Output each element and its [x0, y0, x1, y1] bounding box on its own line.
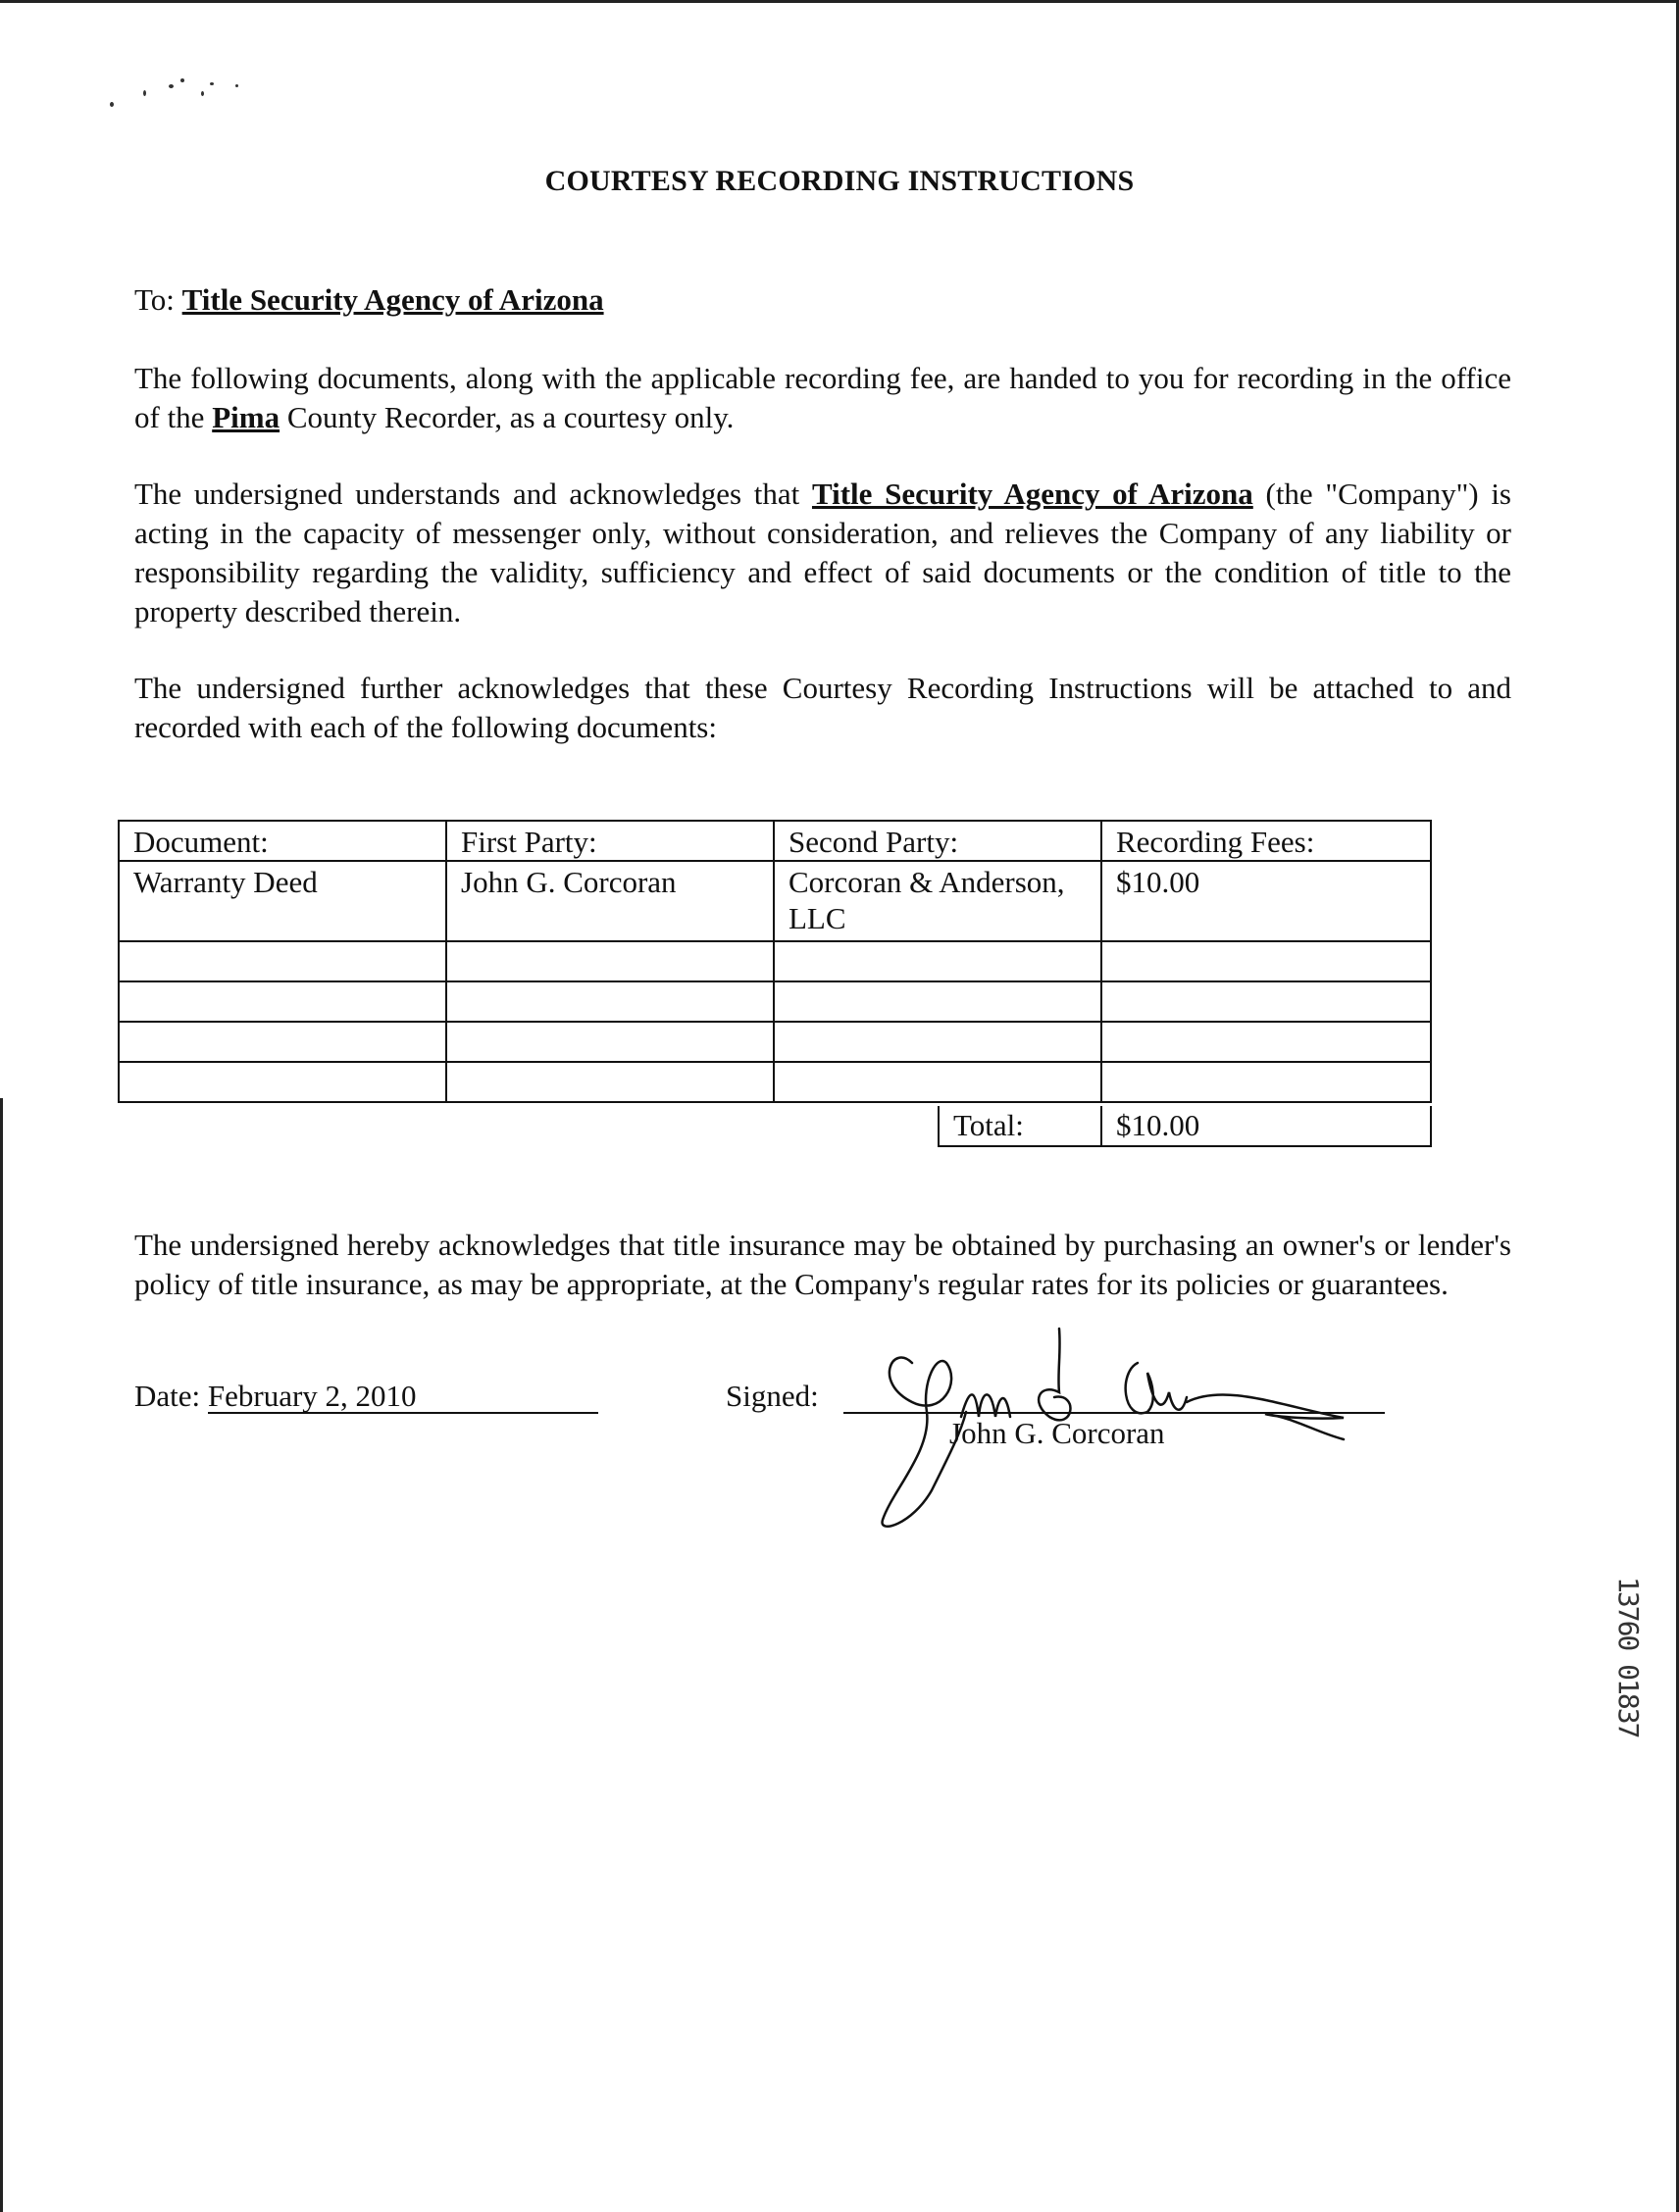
cell-first-party — [446, 1062, 774, 1102]
documents-table — [118, 820, 1432, 1103]
total-value: $10.00 — [1116, 1108, 1200, 1142]
scan-border-left — [0, 1098, 3, 2212]
cell-recording-fee — [1101, 941, 1431, 981]
cell-first-party: John G. Corcoran — [446, 861, 774, 941]
para2-company: Title Security Agency of Arizona — [811, 477, 1253, 511]
cell-document — [119, 1022, 446, 1062]
county-name: Pima — [212, 400, 280, 434]
cell-recording-fee: $10.00 — [1101, 861, 1431, 941]
total-row — [938, 1106, 1432, 1147]
cell-second-party — [774, 981, 1101, 1022]
cell-recording-fee — [1101, 1022, 1431, 1062]
table-row — [119, 1022, 1431, 1062]
cell-document — [119, 981, 446, 1022]
para2-text-a: The undersigned understands and acknowledges that — [134, 477, 812, 511]
header-recording-fees: Recording Fees: — [1101, 821, 1431, 861]
table-header-row — [119, 821, 1431, 861]
cell-first-party — [446, 1022, 774, 1062]
cell-second-party — [774, 941, 1101, 981]
table-row — [119, 981, 1431, 1022]
para2-text-b: (the "Company") is acting in the capacity of messenger only, without consideration, and relieves the Company of any liability or responsibility regarding the validity, sufficiency and effect of said documents or the condition of title to the property described therein. — [134, 477, 1511, 628]
cell-recording-fee — [1101, 1062, 1431, 1102]
cell-document: Warranty Deed — [119, 861, 446, 941]
cell-first-party — [446, 941, 774, 981]
page-title: COURTESY RECORDING INSTRUCTIONS — [544, 165, 1135, 197]
handwritten-signature — [853, 1324, 1363, 1530]
para1-text-b: County Recorder, as a courtesy only. — [280, 400, 735, 434]
cell-second-party — [774, 1062, 1101, 1102]
paragraph-attachment: The undersigned further acknowledges that these Courtesy Recording Instructions will be attached to and recorded with each of the following documents: — [134, 671, 1511, 744]
signed-label: Signed: — [726, 1379, 819, 1413]
date-line — [134, 1379, 598, 1414]
table-row — [119, 861, 1431, 941]
total-label: Total: — [940, 1106, 1102, 1145]
cell-document — [119, 1062, 446, 1102]
para1-text-a: The following documents, along with the applicable recording fee, are handed to you for recording in the office of the — [134, 361, 1511, 434]
header-second-party: Second Party: — [774, 821, 1101, 861]
signer-name: John G. Corcoran — [949, 1416, 1165, 1450]
cell-recording-fee — [1101, 981, 1431, 1022]
scan-border-top — [0, 0, 1679, 3]
date-value: February 2, 2010 — [208, 1381, 598, 1414]
date-label: Date: — [134, 1379, 201, 1413]
to-line — [134, 282, 604, 318]
to-label: To: — [134, 282, 175, 317]
header-document: Document: — [119, 821, 446, 861]
cell-second-party: Corcoran & Anderson, LLC — [774, 861, 1101, 941]
header-first-party: First Party: — [446, 821, 774, 861]
paragraph-recording-request — [134, 359, 1511, 437]
paragraph-acknowledgement — [134, 475, 1511, 631]
recording-number: 13760 01837 — [1612, 1577, 1645, 1737]
to-company: Title Security Agency of Arizona — [181, 282, 604, 317]
table-row — [119, 941, 1431, 981]
table-row — [119, 1062, 1431, 1102]
cell-document — [119, 941, 446, 981]
cell-second-party — [774, 1022, 1101, 1062]
cell-first-party — [446, 981, 774, 1022]
paragraph-title-insurance: The undersigned hereby acknowledges that title insurance may be obtained by purchasing an owner's or lender's policy of title insurance, as may be appropriate, at the Company's regular rates for its policies or guarantees. — [134, 1228, 1511, 1301]
